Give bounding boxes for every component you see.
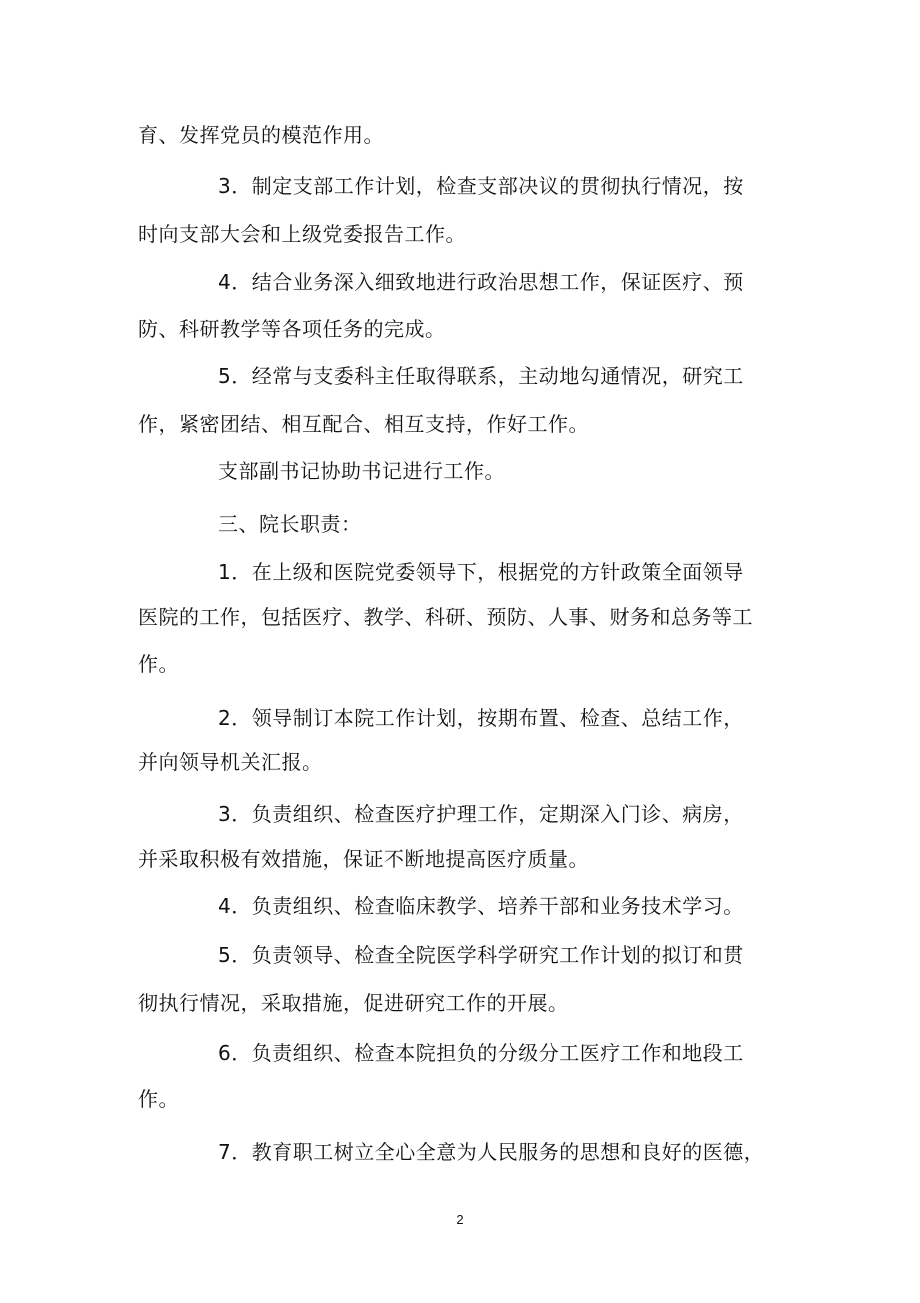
text-line: 并向领导机关汇报。 [138, 750, 323, 774]
text-line: 7．教育职工树立全心全意为人民服务的思想和良好的医德， [218, 1140, 765, 1164]
text-line: 彻执行情况，采取措施，促进研究工作的开展。 [138, 991, 569, 1015]
text-line: 6．负责组织、检查本院担负的分级分工医疗工作和地段工 [218, 1041, 744, 1065]
text-line: 1．在上级和医院党委领导下，根据党的方针政策全面领导 [218, 560, 744, 584]
text-line: 作。 [138, 652, 179, 676]
text-line: 并采取积极有效措施，保证不断地提高医疗质量。 [138, 847, 589, 871]
page-number: 2 [456, 1212, 464, 1227]
text-line: 支部副书记协助书记进行工作。 [218, 459, 505, 483]
text-line: 防、科研教学等各项任务的完成。 [138, 317, 446, 341]
text-line: 3．制定支部工作计划，检查支部决议的贯彻执行情况，按 [218, 174, 744, 198]
text-line: 4．负责组织、检查临床教学、培养干部和业务技术学习。 [218, 894, 744, 918]
text-line: 医院的工作，包括医疗、教学、科研、预防、人事、财务和总务等工 [138, 605, 753, 629]
text-line: 5．负责领导、检查全院医学科学研究工作计划的拟订和贯 [218, 943, 744, 967]
text-line: 作，紧密团结、相互配合、相互支持，作好工作。 [138, 412, 589, 436]
text-line: 3．负责组织、检查医疗护理工作，定期深入门诊、病房， [218, 802, 744, 826]
text-line: 时向支部大会和上级党委报告工作。 [138, 222, 466, 246]
text-line: 2．领导制订本院工作计划，按期布置、检查、总结工作， [218, 706, 744, 730]
section-heading: 三、院长职责： [218, 512, 362, 536]
text-line: 作。 [138, 1087, 179, 1111]
text-line: 育、发挥党员的模范作用。 [138, 123, 384, 147]
text-line: 5．经常与支委科主任取得联系，主动地勾通情况，研究工 [218, 364, 744, 388]
text-line: 4．结合业务深入细致地进行政治思想工作，保证医疗、预 [218, 270, 744, 294]
